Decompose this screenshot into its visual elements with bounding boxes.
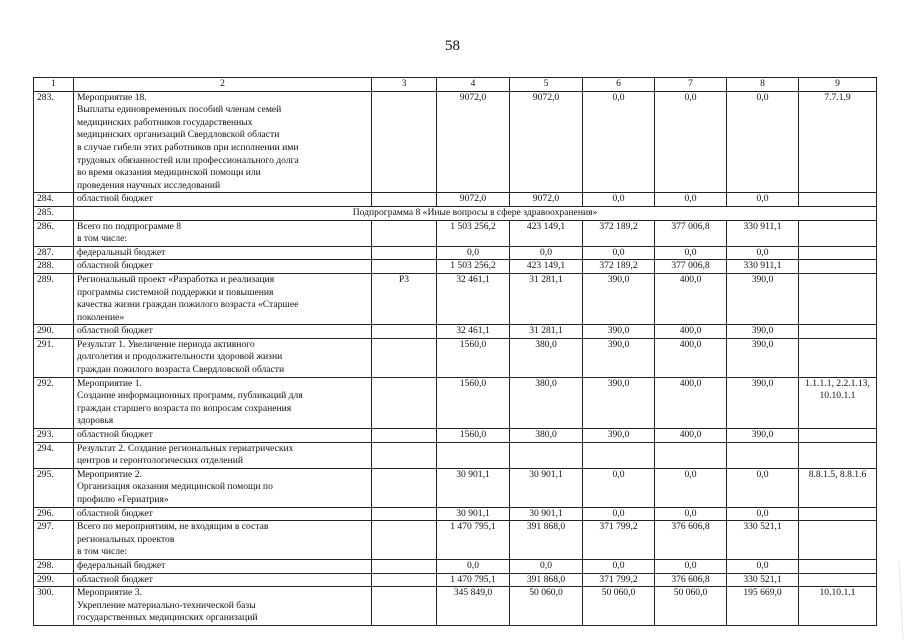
row-number: 290. [34,325,74,339]
project-code-cell [372,377,437,428]
amount-cell: 391 868,0 [510,573,583,587]
table-row [34,587,877,626]
row-description: Мероприятие 3. Укрепление материально-технической базы государственных медицинских организаций [74,587,372,626]
amount-cell: 390,0 [583,325,655,339]
target-code-cell [799,559,877,573]
table-row [34,260,877,274]
table-row [34,559,877,573]
amount-cell: 0,0 [727,559,799,573]
amount-cell: 400,0 [655,429,727,443]
amount-cell: 0,0 [655,507,727,521]
amount-cell: 0,0 [583,193,655,207]
target-code-cell [799,273,877,324]
target-code-cell [799,507,877,521]
table-row [34,507,877,521]
project-code-cell [372,260,437,274]
project-code-cell [372,559,437,573]
project-code-cell [372,338,437,377]
row-description: Региональный проект «Разработка и реализация программы системной поддержки и повышения качества жизни граждан пожилого возраста «Старшее поколение» [74,273,372,324]
amount-cell: 0,0 [583,246,655,260]
table-row [34,220,877,246]
amount-cell: 30 901,1 [437,468,510,507]
subprogram-title: Подпрограмма 8 «Иные вопросы в сфере здравоохранения» [74,206,877,220]
project-code-cell [372,325,437,339]
target-code-cell [799,338,877,377]
row-description: областной бюджет [74,193,372,207]
amount-cell: 372 189,2 [583,260,655,274]
row-description: Всего по подпрограмме 8 в том числе: [74,220,372,246]
project-code-cell [372,587,437,626]
target-code-cell [799,246,877,260]
row-number: 296. [34,507,74,521]
row-number: 284. [34,193,74,207]
table-row [34,468,877,507]
target-code-cell [799,429,877,443]
amount-cell: 0,0 [727,507,799,521]
amount-cell: 380,0 [510,338,583,377]
project-code-cell [372,193,437,207]
column-header: 6 [583,78,655,92]
amount-cell: 0,0 [437,559,510,573]
amount-cell: 330 911,1 [727,260,799,274]
target-code-cell [799,193,877,207]
amount-cell: 50 060,0 [583,587,655,626]
amount-cell: 30 901,1 [437,507,510,521]
column-header: 1 [34,78,74,92]
amount-cell: 390,0 [727,325,799,339]
row-number: 291. [34,338,74,377]
row-number: 294. [34,442,74,468]
target-code-cell: 10.10.1.1 [799,587,877,626]
row-number: 287. [34,246,74,260]
project-code-cell [372,507,437,521]
project-code-cell [372,442,437,468]
amount-cell: 0,0 [655,468,727,507]
amount-cell: 330 911,1 [727,220,799,246]
amount-cell: 1 503 256,2 [437,220,510,246]
row-description: областной бюджет [74,573,372,587]
table-row [34,91,877,193]
amount-cell: 390,0 [727,429,799,443]
row-number: 299. [34,573,74,587]
amount-cell: 50 060,0 [510,587,583,626]
table-row [34,246,877,260]
row-number: 298. [34,559,74,573]
project-code-cell [372,91,437,193]
project-code-cell [372,246,437,260]
amount-cell: 30 901,1 [510,507,583,521]
project-code-cell [372,573,437,587]
row-number: 286. [34,220,74,246]
amount-cell: 376 606,8 [655,573,727,587]
amount-cell: 31 281,1 [510,325,583,339]
amount-cell: 423 149,1 [510,260,583,274]
amount-cell: 50 060,0 [655,587,727,626]
page-edge-mark [887,560,905,640]
table-row [34,521,877,560]
amount-cell: 377 006,8 [655,260,727,274]
table-row [34,325,877,339]
table-row [34,377,877,428]
amount-cell: 0,0 [655,91,727,193]
amount-cell [655,442,727,468]
target-code-cell: 8.8.1.5, 8.8.1.6 [799,468,877,507]
row-description: Всего по мероприятиям, не входящим в состав региональных проектов в том числе: [74,521,372,560]
project-code-cell [372,468,437,507]
table-row [34,338,877,377]
row-description: областной бюджет [74,325,372,339]
amount-cell: 400,0 [655,325,727,339]
amount-cell [583,442,655,468]
row-description: областной бюджет [74,429,372,443]
amount-cell: 0,0 [583,559,655,573]
table-row [34,429,877,443]
table-row [34,442,877,468]
amount-cell: 0,0 [727,246,799,260]
amount-cell: 371 799,2 [583,573,655,587]
amount-cell: 400,0 [655,338,727,377]
amount-cell [727,442,799,468]
amount-cell: 31 281,1 [510,273,583,324]
amount-cell: 195 669,0 [727,587,799,626]
amount-cell: 390,0 [727,377,799,428]
amount-cell: 330 521,1 [727,521,799,560]
target-code-cell [799,442,877,468]
amount-cell: 330 521,1 [727,573,799,587]
row-number: 297. [34,521,74,560]
amount-cell: 390,0 [727,338,799,377]
amount-cell: 380,0 [510,377,583,428]
amount-cell: 380,0 [510,429,583,443]
row-number: 289. [34,273,74,324]
amount-cell: 0,0 [655,193,727,207]
table-header-row [34,78,877,92]
row-number: 295. [34,468,74,507]
amount-cell: 0,0 [583,468,655,507]
page-number: 58 [445,38,460,54]
table-row [34,206,877,220]
amount-cell: 0,0 [727,468,799,507]
table-row [34,573,877,587]
project-code-cell [372,429,437,443]
column-header: 5 [510,78,583,92]
amount-cell: 372 189,2 [583,220,655,246]
amount-cell: 1 470 795,1 [437,521,510,560]
row-number: 285. [34,206,74,220]
row-description: областной бюджет [74,260,372,274]
row-description: Результат 2. Создание региональных гериатрических центров и геронтологических отделений [74,442,372,468]
column-header: 3 [372,78,437,92]
target-code-cell [799,260,877,274]
amount-cell: 423 149,1 [510,220,583,246]
project-code-cell: Р3 [372,273,437,324]
amount-cell: 400,0 [655,273,727,324]
amount-cell: 30 901,1 [510,468,583,507]
amount-cell: 0,0 [655,246,727,260]
amount-cell: 0,0 [583,507,655,521]
target-code-cell: 1.1.1.1, 2.2.1.13, 10.10.1.1 [799,377,877,428]
amount-cell: 400,0 [655,377,727,428]
amount-cell: 1 470 795,1 [437,573,510,587]
amount-cell: 391 868,0 [510,521,583,560]
amount-cell: 0,0 [655,559,727,573]
row-number: 292. [34,377,74,428]
amount-cell: 0,0 [727,91,799,193]
row-number: 288. [34,260,74,274]
target-code-cell: 7.7.1.9 [799,91,877,193]
amount-cell: 390,0 [583,338,655,377]
amount-cell: 377 006,8 [655,220,727,246]
row-description: областной бюджет [74,507,372,521]
amount-cell: 9072,0 [437,193,510,207]
row-description: федеральный бюджет [74,559,372,573]
amount-cell: 32 461,1 [437,273,510,324]
table-row [34,193,877,207]
target-code-cell [799,325,877,339]
amount-cell: 390,0 [583,377,655,428]
amount-cell [437,442,510,468]
amount-cell: 390,0 [583,273,655,324]
row-number: 283. [34,91,74,193]
amount-cell: 390,0 [583,429,655,443]
project-code-cell [372,220,437,246]
amount-cell: 9072,0 [510,193,583,207]
row-number: 300. [34,587,74,626]
column-header: 8 [727,78,799,92]
target-code-cell [799,573,877,587]
amount-cell: 1560,0 [437,429,510,443]
amount-cell: 9072,0 [437,91,510,193]
table-row [34,273,877,324]
amount-cell: 376 606,8 [655,521,727,560]
amount-cell: 0,0 [583,91,655,193]
column-header: 9 [799,78,877,92]
column-header: 7 [655,78,727,92]
target-code-cell [799,521,877,560]
column-header: 4 [437,78,510,92]
amount-cell: 345 849,0 [437,587,510,626]
amount-cell: 0,0 [510,559,583,573]
amount-cell [510,442,583,468]
amount-cell: 1560,0 [437,377,510,428]
amount-cell: 0,0 [510,246,583,260]
row-description: Результат 1. Увеличение периода активного долголетия и продолжительности здоровой жизни граждан пожилого возраста Свердловской области [74,338,372,377]
column-header: 2 [74,78,372,92]
row-description: Мероприятие 2. Организация оказания медицинской помощи по профилю «Гериатрия» [74,468,372,507]
amount-cell: 1560,0 [437,338,510,377]
row-description: Мероприятие 1. Создание информационных программ, публикаций для граждан старшего возраста по вопросам сохранения здоровья [74,377,372,428]
amount-cell: 0,0 [437,246,510,260]
amount-cell: 390,0 [727,273,799,324]
budget-table [33,77,877,626]
row-description: федеральный бюджет [74,246,372,260]
amount-cell: 371 799,2 [583,521,655,560]
project-code-cell [372,521,437,560]
row-description: Мероприятие 18. Выплаты единовременных пособий членам семей медицинских работников государственных медицинских организаций Свердловской области в случае гибели этих работников при исполнении ими трудовых обязанностей или профессионального долга во время оказания медицинской помощи или проведения научных исследований [74,91,372,193]
amount-cell: 0,0 [727,193,799,207]
amount-cell: 32 461,1 [437,325,510,339]
row-number: 293. [34,429,74,443]
amount-cell: 1 503 256,2 [437,260,510,274]
target-code-cell [799,220,877,246]
amount-cell: 9072,0 [510,91,583,193]
